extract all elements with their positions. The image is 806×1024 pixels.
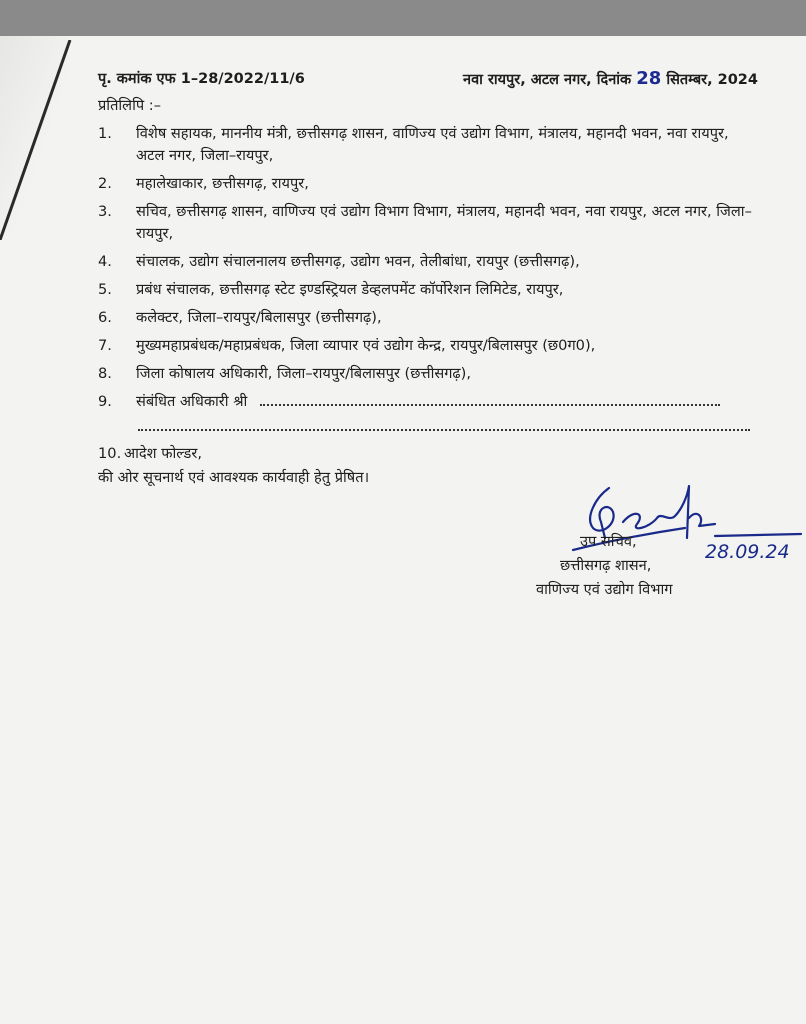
list-item: 9. संबंधित अधिकारी श्री	[98, 391, 758, 413]
handwritten-date: 28.09.24	[705, 541, 790, 563]
reference-number: पृ. कमांक एफ 1–28/2022/11/6	[98, 71, 305, 87]
signatory-government: छत्तीसगढ़ शासन,	[560, 557, 652, 574]
list-item: 1. विशेष सहायक, माननीय मंत्री, छत्तीसगढ़ शासन, वाणिज्य एवं उद्योग विभाग, मंत्रालय, महानदी भवन, नवा रायपुर, अटल नगर, जिला–रायपुर,	[98, 125, 729, 164]
photo-top-border	[0, 0, 806, 36]
signatory-designation: उप सचिव,	[580, 533, 637, 550]
list-item: 6. कलेक्टर, जिला–रायपुर/बिलासपुर (छत्तीसगढ़),	[98, 309, 382, 326]
date-day: 28	[636, 68, 662, 89]
list-item: 2. महालेखाकार, छत्तीसगढ़, रायपुर,	[98, 175, 309, 192]
list-item: 3. सचिव, छत्तीसगढ़ शासन, वाणिज्य एवं उद्योग विभाग विभाग, मंत्रालय, महानदी भवन, नवा रायपुर, अटल नगर, जिला–रायपुर,	[98, 203, 752, 242]
list-item-10: 10. आदेश फोल्डर,	[98, 445, 202, 462]
list-item: 7. मुख्यमहाप्रबंधक/महाप्रबंधक, जिला व्यापार एवं उद्योग केन्द्र, रायपुर/बिलासपुर (छ0ग0),	[98, 337, 596, 354]
fill-in-dotted-line	[260, 392, 720, 406]
document-body	[98, 68, 758, 489]
paper-fold-line	[0, 40, 78, 240]
list-item: 5. प्रबंध संचालक, छत्तीसगढ़ स्टेट इण्डस्ट्रियल डेव्हलपमेंट कॉर्पोरेशन लिमिटेड, रायपुर,	[98, 281, 564, 298]
fill-in-dotted-line-2	[138, 419, 750, 431]
list-item: 8. जिला कोषालय अधिकारी, जिला–रायपुर/बिलासपुर (छत्तीसगढ़),	[98, 365, 471, 382]
place-and-date: नवा रायपुर, अटल नगर, दिनांक 28 सितम्बर, 2024	[463, 68, 758, 89]
list-item: 4. संचालक, उद्योग संचालनालय छत्तीसगढ़, उद्योग भवन, तेलीबांधा, रायपुर (छत्तीसगढ़),	[98, 253, 580, 270]
signatory-department: वाणिज्य एवं उद्योग विभाग	[536, 581, 673, 598]
reference-line	[98, 68, 758, 91]
copy-to-heading: प्रतिलिपि :–	[98, 97, 161, 114]
forwarding-note: की ओर सूचनार्थ एवं आवश्यक कार्यवाही हेतु प्रेषित।	[98, 469, 370, 486]
signatory-block	[530, 530, 790, 602]
